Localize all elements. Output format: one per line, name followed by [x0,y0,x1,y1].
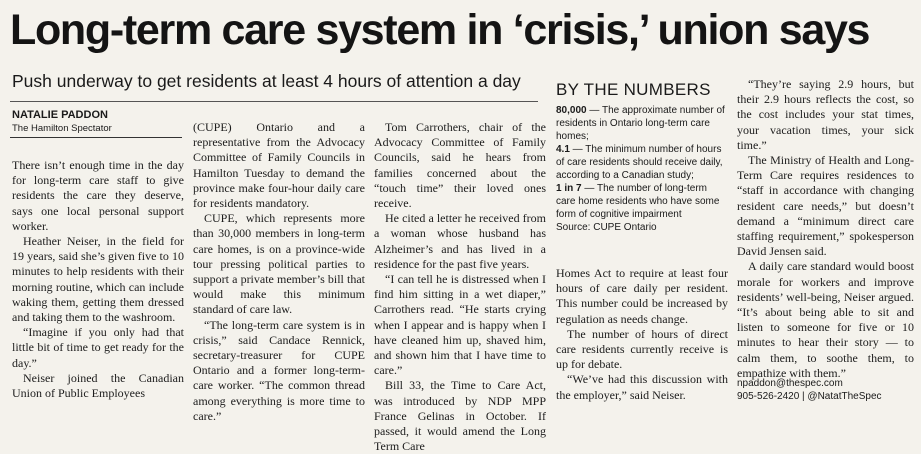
paragraph: “We’ve had this discussion with the employer,” said Neiser. [556,372,728,402]
paragraph: “I can tell he is distressed when I find him sitting in a wet diaper,” Carrothers read. “He starts crying when I appear and is happy when I have cleaned him up, shaved him, and shown him that I have time to care.” [374,272,546,378]
paragraph: The Ministry of Health and Long-Term Care requires residences to “staff in accordance with changing resident care needs,” but doesn’t demand a “minimum direct care staffing requirement,” spokesperson David Jensen said. [737,153,914,259]
paragraph: Neiser joined the Canadian Union of Public Employees [12,370,184,401]
paragraph: He cited a letter he received from a woman whose husband has Alzheimer’s and has lived in a residence for the past five years. [374,211,546,271]
paragraph: (CUPE) Ontario and a representative from the Advocacy Committee of Family Councils in Hamilton Tuesday to demand the province make four-hour daily care for residents mandatory. [193,120,365,211]
deck-divider [10,101,538,102]
paragraph: “They’re saying 2.9 hours, but their 2.9 hours reflects the cost, so the cost includes your stat times, your vacation times, your sick time.” [737,77,914,152]
paragraph: Tom Carrothers, chair of the Advocacy Committee of Family Councils, said he hears from families concerned about the “touch time” their loved ones receive. [374,120,546,211]
author-phone-twitter: 905-526-2420 | @NatatTheSpec [737,391,882,402]
author-name: NATALIE PADDON [12,109,108,121]
stat-item [556,143,728,182]
paragraph: There isn’t enough time in the day for long-term care staff to give residents the care they deserve, says one local personal support worker. [12,158,184,233]
paragraph: “Imagine if you only had that little bit of time to get ready for the day.” [12,325,184,370]
stat-text: — The minimum number of hours of care residents should receive daily, according to a Canadian study; [556,144,723,181]
stat-item [556,104,728,143]
stat-figure: 1 in 7 [556,183,582,194]
contact-info [737,377,917,403]
column-3 [374,120,546,454]
paragraph: Homes Act to require at least four hours of care daily per resident. This number could be increased by regulation as needs change. [556,266,728,326]
paragraph: “The long-term care system is in crisis,” said Candace Rennick, secretary-treasurer for CUPE Ontario and a former long-term-care worker. “The common thread among everything is more time to care.” [193,317,365,423]
stat-figure: 80,000 [556,105,587,116]
paragraph: The number of hours of direct care residents currently receive is up for debate. [556,326,728,372]
paragraph: CUPE, which represents more than 30,000 members in long-term care homes, is on a province-wide tour pressing political parties to support a private member’s bill that would make this minimum standard of care law. [193,211,365,317]
author-outlet: The Hamilton Spectator [12,123,112,134]
byline-divider [10,137,182,138]
stat-figure: 4.1 [556,144,570,155]
column-4 [556,266,728,403]
byline [12,108,182,135]
sidebar-source: Source: CUPE Ontario [556,222,657,233]
paragraph: Heather Neiser, in the field for 19 years, said she’s given five to 10 minutes to help residents with their morning routine, which can include waking them, getting them dressed and taking them to the washroom. [12,234,184,325]
column-5 [737,77,914,381]
paragraph: A daily care standard would boost morale for workers and improve residents’ well-being, Neiser argued. “It’s about being able to sit and listen to someone for five or 10 minutes to hear their story — to calm them, to soothe them, to empathize with them.” [737,259,914,380]
author-email: npaddon@thespec.com [737,378,843,389]
stat-text: — The number of long-term care home residents who have some form of cognitive impairment [556,183,720,220]
column-1 [12,158,184,401]
stat-text: — The approximate number of residents in Ontario long-term care homes; [556,105,725,142]
by-the-numbers-sidebar [556,80,728,234]
headline: Long-term care system in ‘crisis,’ union says [10,6,870,54]
stat-item [556,182,728,221]
deck: Push underway to get residents at least 4 hours of attention a day [12,71,521,91]
column-2 [193,120,365,424]
sidebar-title: BY THE NUMBERS [556,80,711,99]
paragraph: Bill 33, the Time to Care Act, was introduced by NDP MPP France Gelinas in October. If passed, it would amend the Long Term Care [374,378,546,454]
